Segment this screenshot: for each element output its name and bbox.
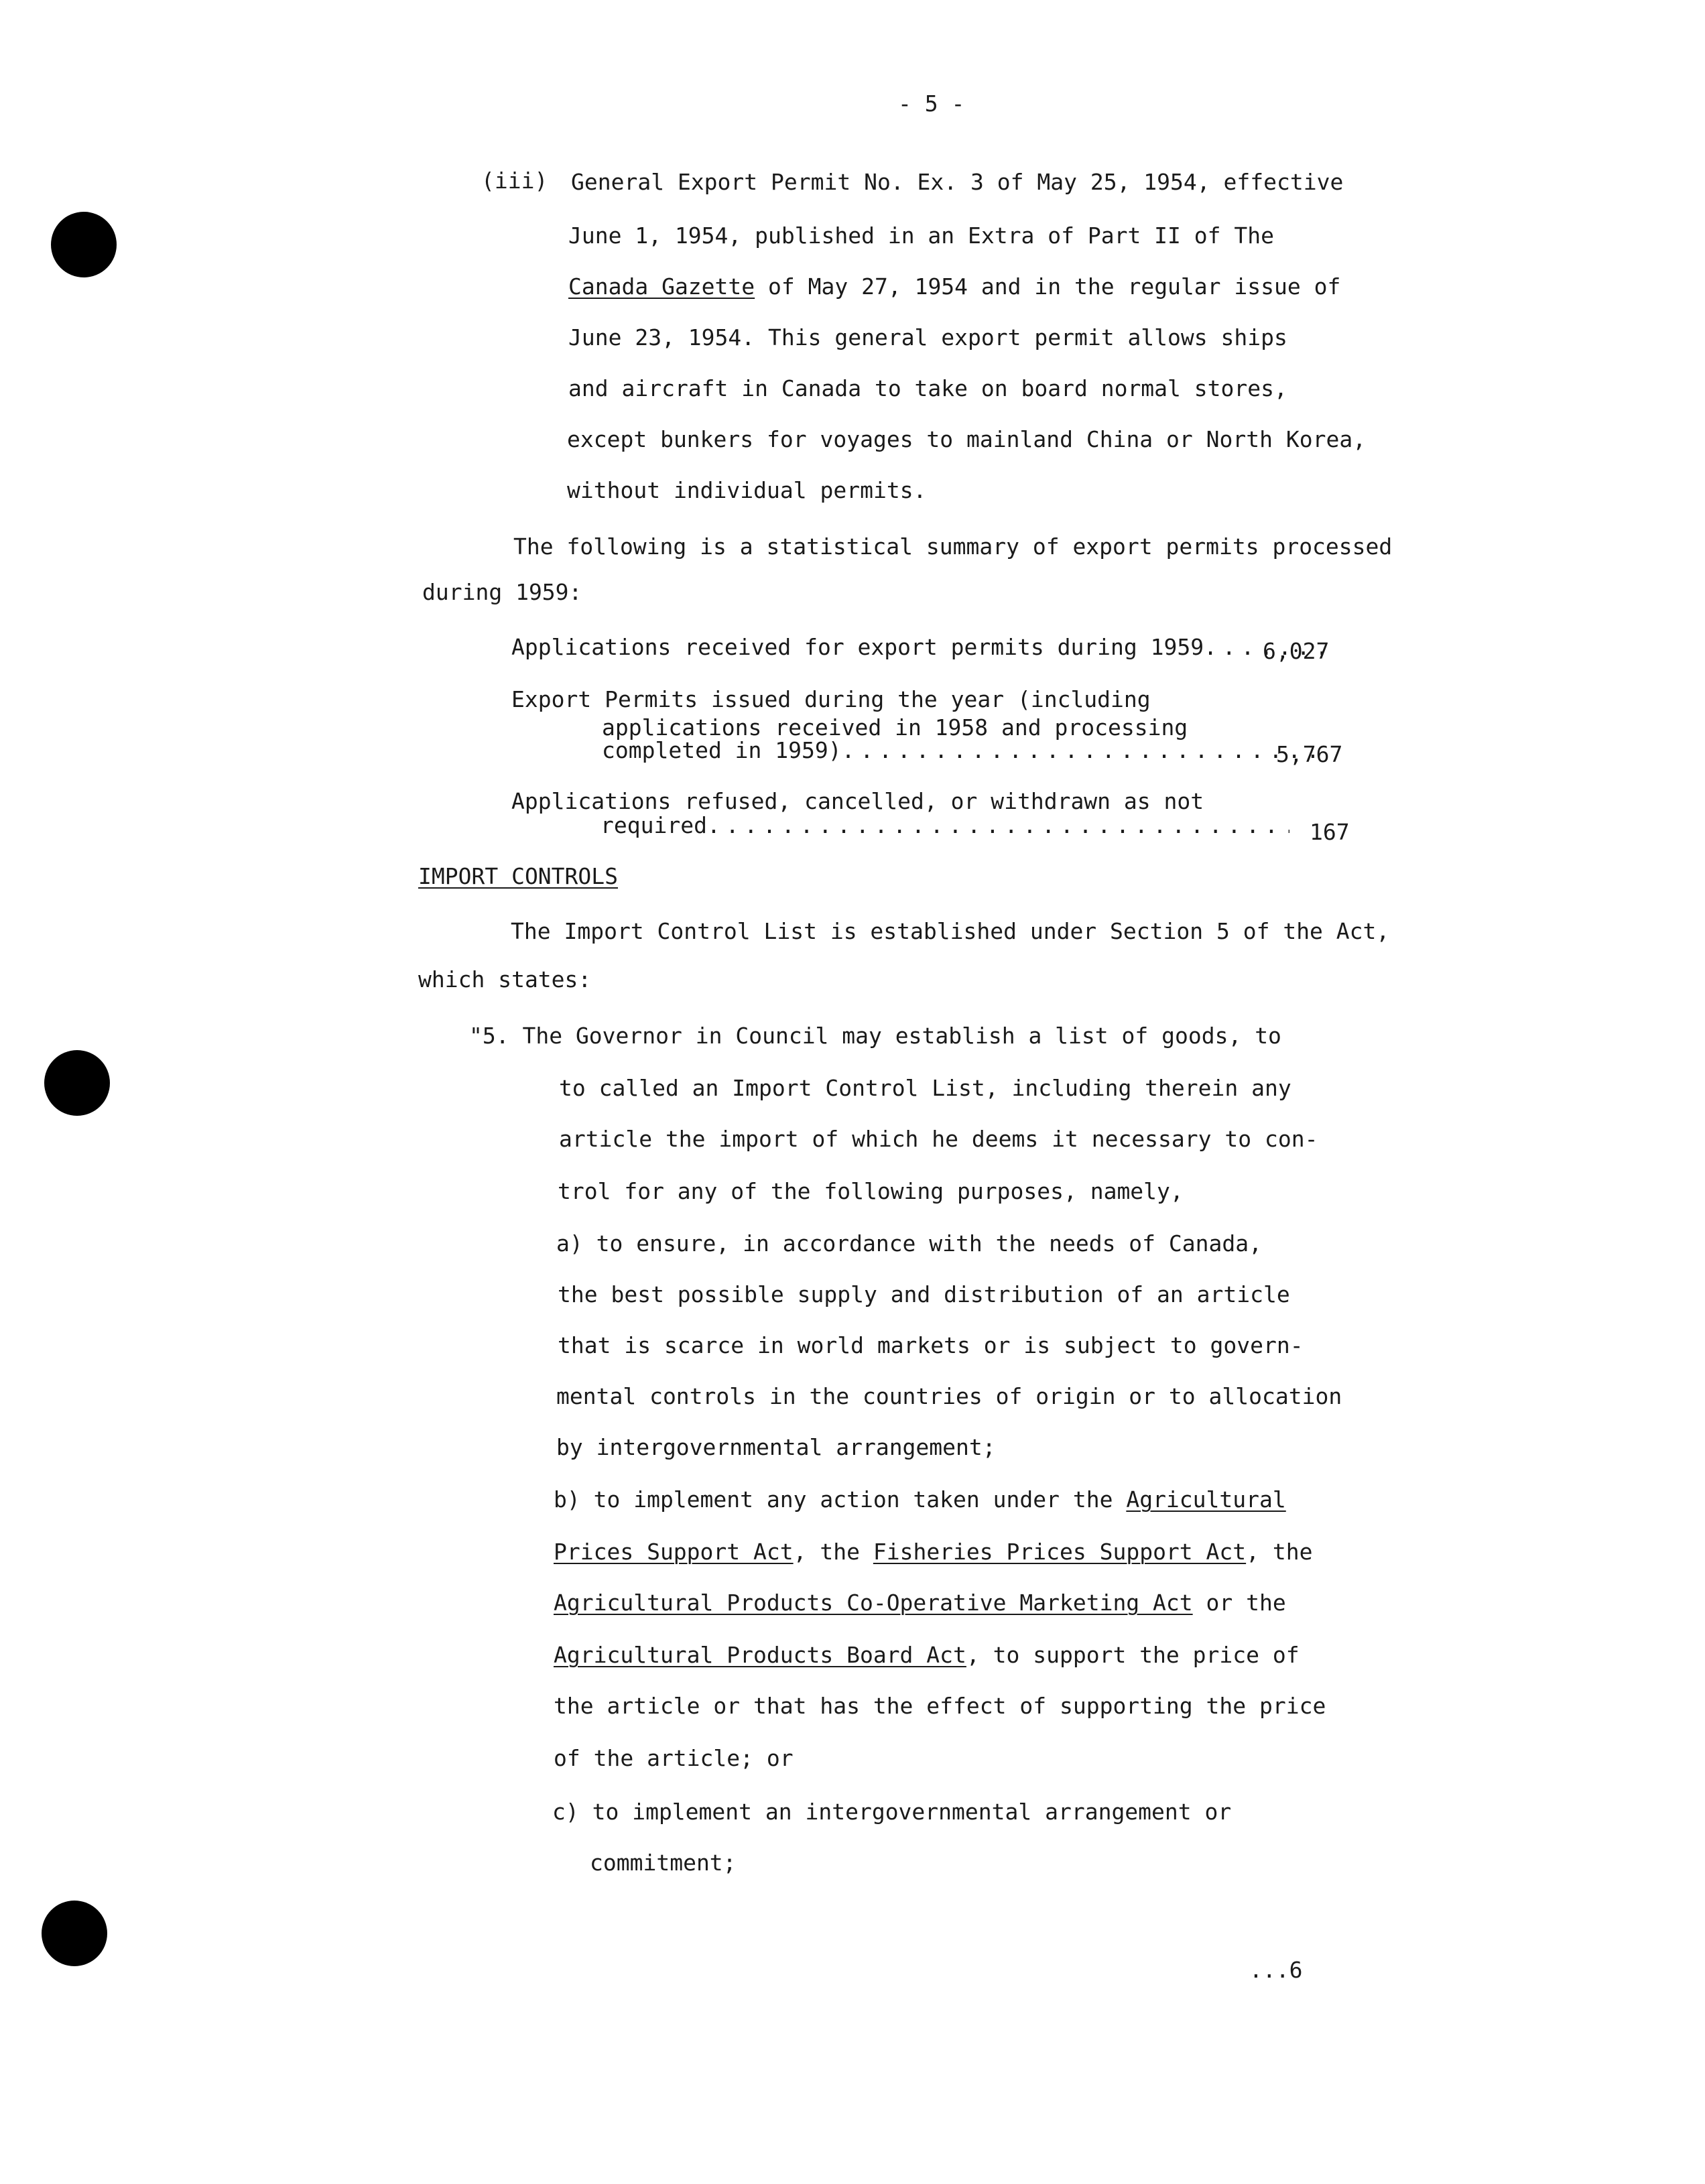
permit-line-1: General Export Permit No. Ex. 3 of May 25, 1954, effective: [571, 169, 1344, 195]
canada-gazette-title: Canada Gazette: [568, 273, 755, 300]
clause-c-line-2: commitment;: [590, 1850, 737, 1876]
permit-item-label: (iii): [481, 168, 548, 194]
clause-b-text: , the: [1246, 1539, 1313, 1565]
clause-b-text: or the: [1206, 1590, 1286, 1616]
summary-intro-line-1: The following is a statistical summary of export permits processed: [513, 533, 1393, 560]
quote-line-3: article the import of which he deems it necessary to con-: [559, 1126, 1318, 1152]
clause-a-line-2: the best possible supply and distribution of an article: [558, 1281, 1290, 1307]
permit-line-5: and aircraft in Canada to take on board normal stores,: [568, 375, 1287, 401]
stat-label: Applications received for export permits during 1959: [511, 634, 1204, 660]
punch-hole-bottom: [42, 1901, 107, 1966]
clause-c-line-1: c) to implement an intergovernmental arrangement or: [552, 1799, 1232, 1825]
clause-b-text: b) to implement any action taken under the: [554, 1486, 1113, 1513]
leader-dots: [842, 737, 1328, 763]
quote-line-2: to called an Import Control List, including therein any: [559, 1075, 1291, 1101]
clause-b-text: , the: [793, 1539, 860, 1565]
clause-b-line-3: [554, 1590, 1286, 1616]
permit-line-4: June 23, 1954. This general export permit allows ships: [568, 324, 1287, 350]
act-title: Fisheries Prices Support Act: [873, 1539, 1247, 1565]
act-title: Agricultural Products Board Act: [554, 1642, 966, 1668]
clause-a-line-3: that is scarce in world markets or is subject to govern-: [558, 1332, 1304, 1358]
permit-line-6: except bunkers for voyages to mainland China or North Korea,: [567, 426, 1367, 452]
clause-b-line-2: [554, 1539, 1312, 1565]
punch-hole-middle: [44, 1050, 110, 1116]
stat-label-line-2: applications received in 1958 and processing: [602, 714, 1188, 741]
clause-b-line-5: the article or that has the effect of supporting the price: [554, 1693, 1326, 1719]
stat-value: 6,027: [1263, 638, 1330, 664]
stat-label-line-1: Export Permits issued during the year (including: [511, 686, 1151, 712]
act-title: Agricultural Products Co-Operative Marketing Act: [554, 1590, 1193, 1616]
punch-hole-top: [51, 212, 117, 277]
act-title: Agricultural: [1126, 1486, 1286, 1513]
clause-a-line-4: mental controls in the countries of origin or to allocation: [556, 1383, 1342, 1409]
clause-b-line-1: [554, 1486, 1286, 1513]
clause-b-line-4: [554, 1642, 1300, 1668]
stat-label-line-3: completed in 1959): [602, 737, 842, 763]
permit-line-7: without individual permits.: [567, 477, 927, 503]
stat-label-line-1: Applications refused, cancelled, or withdrawn as not: [511, 788, 1204, 814]
act-title: Prices Support Act: [554, 1539, 794, 1565]
quote-line-1: "5. The Governor in Council may establish a list of goods, to: [469, 1023, 1281, 1049]
clause-b-line-6: of the article; or: [554, 1745, 794, 1771]
permit-line-2: June 1, 1954, published in an Extra of Part II of The: [568, 222, 1274, 249]
quote-line-4: trol for any of the following purposes, namely,: [558, 1178, 1184, 1204]
clause-a-line-1: a) to ensure, in accordance with the needs of Canada,: [556, 1230, 1262, 1257]
permit-line-3-rest: of May 27, 1954 and in the regular issue of: [768, 273, 1341, 300]
section-heading-import-controls: IMPORT CONTROLS: [418, 863, 619, 889]
clause-b-text: , to support the price of: [966, 1642, 1300, 1668]
summary-intro-line-2: during 1959:: [422, 579, 582, 605]
permit-line-3: [568, 273, 1340, 300]
clause-a-line-5: by intergovernmental arrangement;: [556, 1434, 996, 1460]
stat-value: 167: [1310, 819, 1350, 845]
import-intro-line-2: which states:: [418, 966, 592, 992]
import-intro-line-1: The Import Control List is established under Section 5 of the Act,: [511, 918, 1390, 944]
page-number: - 5 -: [898, 90, 965, 117]
stat-label-line-2: required: [601, 812, 707, 838]
leader-dots: [707, 812, 1289, 838]
continuation-marker: ...6: [1249, 1957, 1303, 1983]
stat-value: 5,767: [1276, 741, 1343, 767]
